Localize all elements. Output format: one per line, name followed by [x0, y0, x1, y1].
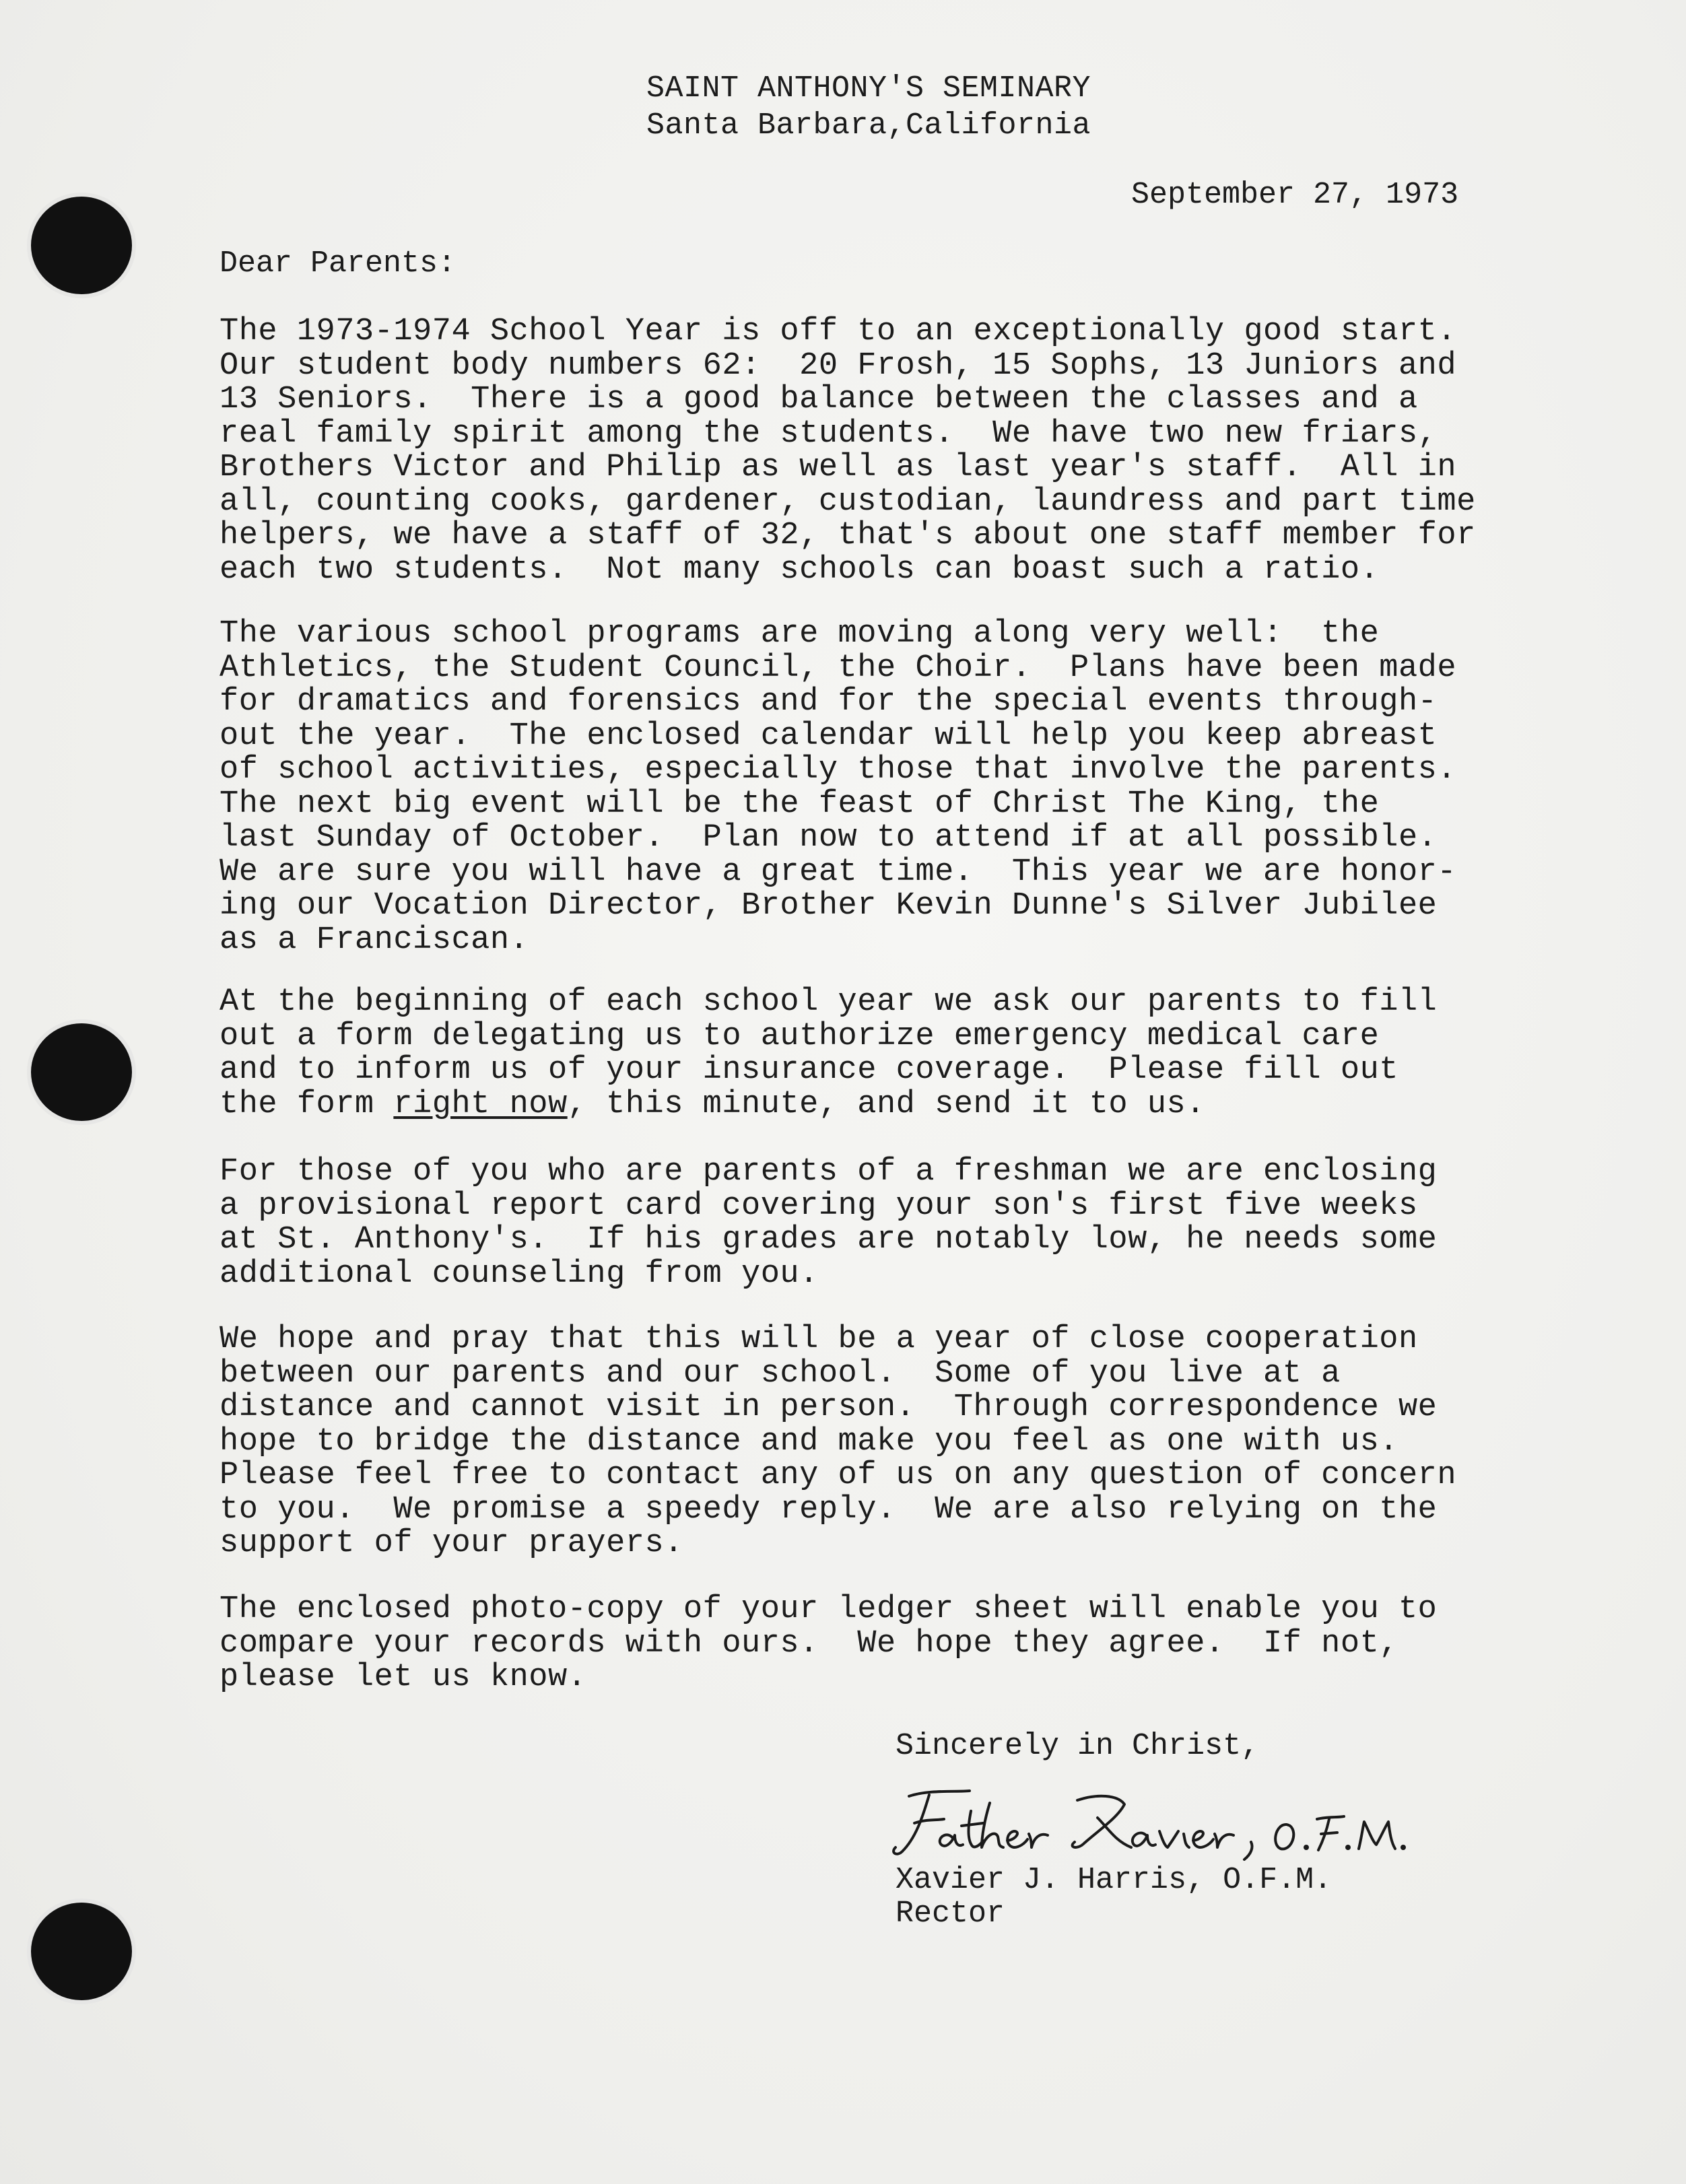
- paragraph-enrollment: The 1973-1974 School Year is off to an exceptionally good start. Our student body numbers 62: 20 Frosh, 15 Sophs, 13 Juniors and 13 Seniors. There is a good balance between the classes and a real family spirit among the students. We have two new friars, Brothers Victor and Philip as well as last year's staff. All in all, counting cooks, gardener, custodian, laundress and part time helpers, we have a staff of 32, that's about one staff member for each two students. Not many schools can boast such a ratio.: [220, 314, 1476, 588]
- paragraph-medical-form-text: At the beginning of each school year we ask our parents to fill out a form delegating us to authorize emergency medical care and to inform us of your insurance coverage. Please fill out the form: [220, 984, 1438, 1122]
- paragraph-report-card: For those of you who are parents of a freshman we are enclosing a provisional report card covering your son's first five weeks at St. Anthony's. If his grades are notably low, he needs some additional counseling from you.: [220, 1154, 1438, 1292]
- punch-hole-top: [31, 197, 132, 294]
- signer-name: Xavier J. Harris, O.F.M.: [896, 1863, 1333, 1897]
- paragraph-ledger: The enclosed photo-copy of your ledger sheet will enable you to compare your records with ours. We hope they agree. If not, please let us know.: [220, 1592, 1438, 1695]
- closing: Sincerely in Christ,: [896, 1729, 1260, 1763]
- signer-block: [896, 1864, 1332, 1931]
- paragraph-medical-form-end: , this minute, and send it to us.: [567, 1086, 1205, 1122]
- underlined-emphasis: right now: [393, 1086, 568, 1122]
- signer-title: Rector: [896, 1897, 1005, 1931]
- punch-hole-middle: [31, 1023, 132, 1121]
- handwritten-signature: [882, 1777, 1454, 1865]
- paragraph-medical-form: [220, 986, 1566, 1122]
- letterhead-location: Santa Barbara,California: [646, 108, 1091, 143]
- punch-hole-bottom: [31, 1903, 132, 2000]
- paragraph-programs: The various school programs are moving along very well: the Athletics, the Student Council, the Choir. Plans have been made for dramatics and forensics and for the special events through- out the year. The enclosed calendar will help you keep abreast of school activities, especially those that involve the parents. The next big event will be the feast of Christ The King, the last Sunday of October. Plan now to attend if at all possible. We are sure you will have a great time. This year we are honor- ing our Vocation Director, Brother Kevin Dunne's Silver Jubilee as a Franciscan.: [220, 616, 1457, 958]
- letterhead: [593, 70, 1145, 144]
- letterhead-org: SAINT ANTHONY'S SEMINARY: [646, 71, 1091, 106]
- paragraph-cooperation: We hope and pray that this will be a year of close cooperation between our parents and our school. Some of you live at a distance and cannot visit in person. Through correspondence we hope to bridge the distance and make you feel as one with us. Please feel free to contact any of us on any question of concern to you. We promise a speedy reply. We are also relying on the support of your prayers.: [220, 1322, 1457, 1561]
- salutation: Dear Parents:: [220, 246, 457, 281]
- letter-date: September 27, 1973: [1131, 178, 1459, 212]
